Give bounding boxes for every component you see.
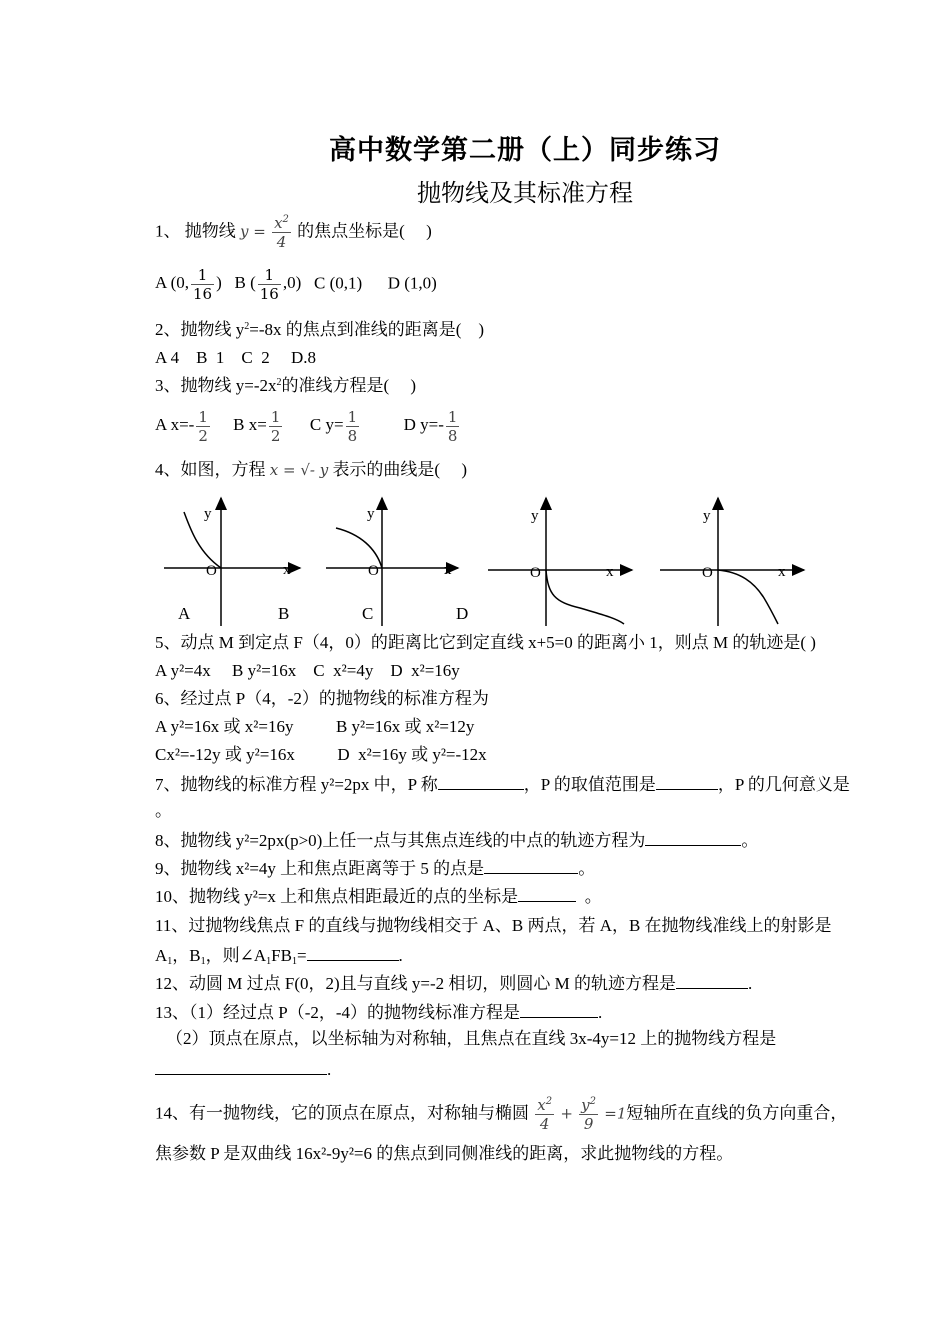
question-9: 9、抛物线 x²=4y 上和焦点距离等于 5 的点是 。 bbox=[155, 859, 596, 878]
q8-blank[interactable] bbox=[645, 829, 741, 846]
q1-frac-den: 4 bbox=[272, 232, 291, 251]
graph-d bbox=[660, 498, 804, 626]
question-13-part-2-answer: . bbox=[155, 1058, 331, 1080]
q4-graphs bbox=[150, 490, 830, 630]
question-5: 5、动点 M 到定点 F（4，0）的距离比它到定直线 x+5=0 的距离小 1，则点 M 的轨迹是( ) bbox=[155, 633, 816, 652]
graph-c-origin: O bbox=[530, 565, 541, 581]
question-10: 10、抛物线 y²=x 上和焦点相距最近的点的坐标是 。 bbox=[155, 887, 602, 906]
q1-option-c: C (0,1) bbox=[314, 273, 363, 293]
q12-blank[interactable] bbox=[676, 972, 748, 989]
graph-c-y-label: y bbox=[531, 508, 539, 524]
graph-d-y-label: y bbox=[703, 508, 711, 524]
question-6: 6、经过点 P（4，-2）的抛物线的标准方程为 bbox=[155, 689, 489, 708]
question-14: 14、有一抛物线，它的顶点在原点，对称轴与椭圆 $\frac{x^2}{4}$ + $\frac{y^2}{9}$ =1短轴所在直线的负方向重合， bbox=[155, 1096, 848, 1133]
q1-prefix: 1、 抛物线 bbox=[155, 221, 236, 241]
graph-d-label: D bbox=[456, 604, 469, 623]
question-14-line-2: 焦参数 P 是双曲线 16x²-9y²=6 的焦点到同侧准线的距离，求此抛物线的方程。 bbox=[155, 1144, 734, 1163]
q1-frac-num: x bbox=[274, 214, 283, 232]
q3-option-b: B x= $\frac{1}{2}$ bbox=[233, 408, 281, 445]
graph-b-x-label: x bbox=[444, 562, 452, 578]
q1-suffix: 的焦点坐标是( ) bbox=[297, 221, 432, 241]
q3-option-c: C y= $\frac{1}{8}$ bbox=[309, 408, 358, 445]
question-8: 8、抛物线 y²=2px(p>0)上任一点与其焦点连线的中点的轨迹方程为 。 bbox=[155, 831, 759, 850]
q9-blank[interactable] bbox=[484, 857, 578, 874]
q3-option-a: A x=- $\frac{1}{2}$ bbox=[155, 408, 208, 445]
question-12: 12、动圆 M 过点 F(0，2)且与直线 y=-2 相切，则圆心 M 的轨迹方程是 . bbox=[155, 974, 753, 993]
graph-a-y-label: y bbox=[204, 506, 212, 522]
graph-b-origin: O bbox=[368, 563, 379, 579]
question-11: 11、过抛物线焦点 F 的直线与抛物线相交于 A、B 两点，若 A，B 在抛物线准线上的射影是 bbox=[155, 916, 832, 935]
q14-frac-1: $\frac{x^2}{4}$ bbox=[537, 1096, 553, 1133]
q13-blank-1[interactable] bbox=[520, 1001, 598, 1018]
q11-blank[interactable] bbox=[307, 944, 399, 961]
question-3-options bbox=[155, 408, 461, 445]
q4-equation: x = √- y bbox=[269, 461, 329, 479]
q1-eq-lhs: y = bbox=[240, 222, 266, 241]
question-7: 7、抛物线的标准方程 y²=2px 中，P 称 ，P 的取值范围是 ，P 的几何意义是 bbox=[155, 775, 850, 794]
q1-frac-exp: 2 bbox=[282, 214, 289, 225]
question-2-options: A 4 B 1 C 2 D.8 bbox=[155, 348, 317, 367]
q13-blank-2[interactable] bbox=[155, 1058, 327, 1075]
graph-d-origin: O bbox=[702, 565, 713, 581]
q1-fraction bbox=[272, 214, 291, 251]
graph-c-label: C bbox=[362, 604, 374, 623]
graph-a-label: A bbox=[178, 604, 191, 623]
question-2: 2、抛物线 $y^2=-8x$ 的焦点到准线的距离是( ) bbox=[155, 320, 485, 339]
graph-b-label: B bbox=[278, 604, 290, 623]
question-6-options-2: Cx²=-12y 或 y²=16x D x²=16y 或 y²=-12x bbox=[155, 745, 487, 764]
question-6-options-1: A y²=16x 或 x²=16y B y²=16x 或 x²=12y bbox=[155, 717, 475, 736]
page-title: 高中数学第二册（上）同步练习 bbox=[329, 135, 721, 165]
q1-option-d: D (1,0) bbox=[387, 273, 437, 293]
graph-b-y-label: y bbox=[367, 506, 375, 522]
question-1 bbox=[155, 214, 432, 251]
page-subtitle: 抛物线及其标准方程 bbox=[417, 181, 633, 207]
q10-blank[interactable] bbox=[518, 885, 576, 902]
graph-a-x-label: x bbox=[283, 562, 291, 578]
question-4: 4、如图，方程 x = √- y 表示的曲线是( ) bbox=[155, 460, 468, 479]
q14-frac-2: $\frac{y^2}{9}$ bbox=[581, 1096, 597, 1133]
q1-option-b: B ( $\frac{1}{16}$ ,0) bbox=[234, 266, 302, 303]
question-13-part-1: 13、（1）经过点 P（-2，-4）的抛物线标准方程是 . bbox=[155, 1003, 603, 1022]
question-1-options bbox=[155, 266, 437, 303]
graph-b bbox=[326, 498, 458, 626]
q1-option-a: A (0, $\frac{1}{16}$ ) bbox=[155, 266, 222, 303]
question-11-line-2: $A_1$，$B_1$，则$\angle A_1FB_1=$ . bbox=[155, 946, 403, 967]
q7-blank-2[interactable] bbox=[656, 773, 718, 790]
graph-a-origin: O bbox=[206, 563, 217, 579]
question-3: 3、抛物线 $y=-2x^2$的准线方程是( ) bbox=[155, 376, 417, 395]
question-13-part-2: （2）顶点在原点，以坐标轴为对称轴，且焦点在直线 3x-4y=12 上的抛物线方程是 bbox=[166, 1029, 777, 1048]
graph-d-x-label: x bbox=[778, 564, 786, 580]
graph-c bbox=[488, 498, 632, 626]
question-7-end: 。 bbox=[155, 801, 172, 820]
question-5-options: A y²=4x B y²=16x C x²=4y D x²=16y bbox=[155, 661, 460, 680]
graph-c-x-label: x bbox=[606, 564, 614, 580]
q7-blank-1[interactable] bbox=[438, 773, 524, 790]
q3-option-d: D y=- $\frac{1}{8}$ bbox=[403, 408, 458, 445]
